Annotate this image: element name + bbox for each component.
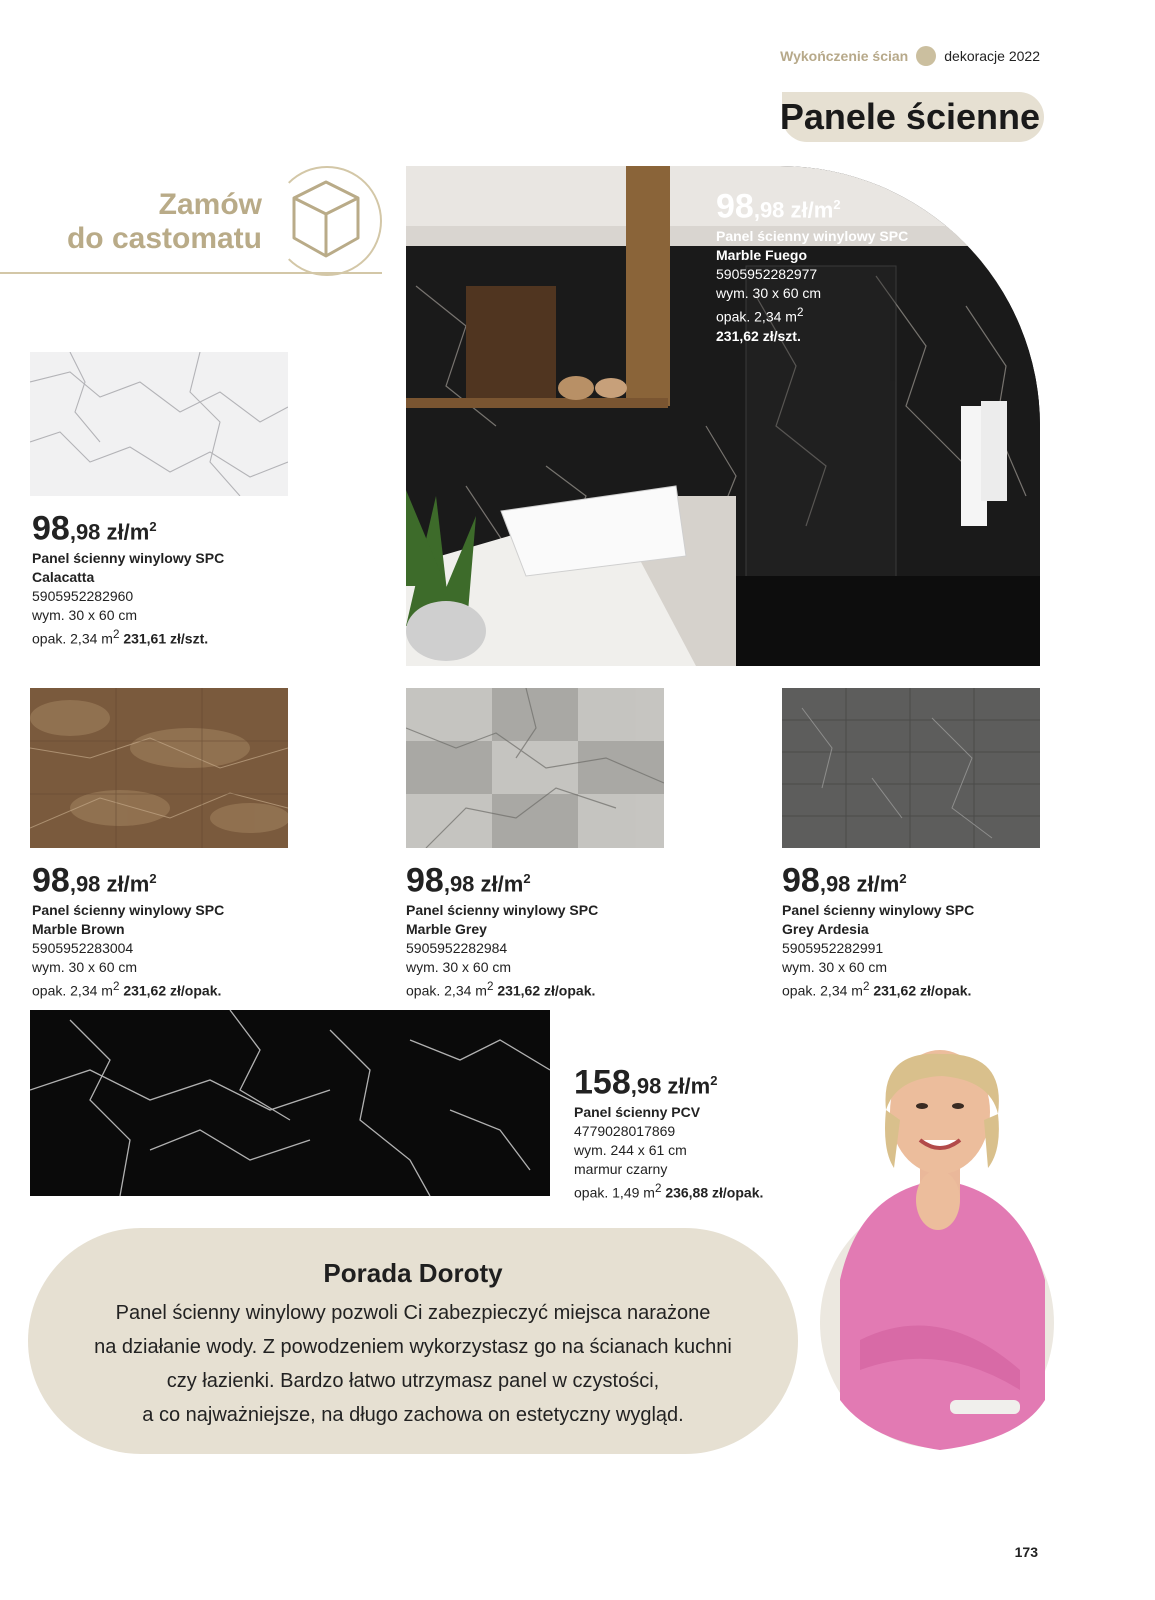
advice-line-4: a co najważniejsze, na długo zachowa on estetyczny wygląd. bbox=[142, 1404, 684, 1426]
product-name-line-1: Panel ścienny winylowy SPC bbox=[32, 902, 225, 919]
black-marble-swatch bbox=[30, 1010, 550, 1196]
castomat-label[interactable] bbox=[0, 188, 262, 256]
page-title: Panele ścienne bbox=[779, 96, 1040, 137]
price-sup: 2 bbox=[149, 519, 157, 534]
product-price bbox=[782, 861, 974, 900]
pack-price: 231,61 zł/szt. bbox=[123, 630, 209, 647]
page-number: 173 bbox=[1014, 1544, 1038, 1560]
product-size: wym. 30 x 60 cm bbox=[32, 607, 138, 624]
pack-price: 236,88 zł/opak. bbox=[665, 1184, 764, 1201]
product-code: 5905952282991 bbox=[782, 940, 884, 957]
product-marble-grey bbox=[406, 861, 599, 1001]
breadcrumb-dot-icon bbox=[916, 46, 936, 66]
product-price bbox=[574, 1063, 763, 1102]
pack-price: 231,62 zł/szt. bbox=[716, 327, 801, 344]
advice-line-3: czy łazienki. Bardzo łatwo utrzymasz panel w czystości, bbox=[166, 1370, 660, 1392]
product-name-line-1: Panel ścienny winylowy SPC bbox=[716, 228, 909, 245]
breadcrumb-section: Wykończenie ścian bbox=[780, 48, 909, 64]
pack-sup: 2 bbox=[796, 306, 804, 320]
grey-ardesia-swatch bbox=[782, 688, 1040, 848]
price-rest: ,98 zł/m bbox=[819, 871, 900, 897]
product-size: wym. 244 x 61 cm bbox=[574, 1142, 687, 1159]
price-rest: ,98 zł/m bbox=[443, 871, 524, 897]
marble-grey-swatch bbox=[406, 688, 664, 848]
product-name-line-1: Panel ścienny PCV bbox=[574, 1104, 701, 1121]
product-hero bbox=[716, 187, 909, 346]
product-name-line-2: Marble Grey bbox=[406, 921, 487, 938]
product-name-line-1: Panel ścienny winylowy SPC bbox=[782, 902, 975, 919]
advice-title: Porada Doroty bbox=[323, 1258, 503, 1288]
pack-price: 231,62 zł/opak. bbox=[497, 982, 596, 999]
calacatta-swatch bbox=[30, 352, 288, 496]
pack-area: opak. 2,34 m bbox=[406, 982, 487, 999]
product-name-line-2: Grey Ardesia bbox=[782, 921, 869, 938]
product-pack bbox=[32, 977, 224, 1001]
product-name-line-1: Panel ścienny winylowy SPC bbox=[32, 550, 225, 567]
box-icon bbox=[290, 178, 362, 260]
product-pack bbox=[32, 625, 224, 649]
pack-area: opak. 1,49 m bbox=[574, 1184, 655, 1201]
price-main: 98 bbox=[32, 861, 70, 900]
product-size: wym. 30 x 60 cm bbox=[32, 959, 138, 976]
advice-body bbox=[48, 1296, 778, 1432]
advice-line-2: na działanie wody. Z powodzeniem wykorzystasz go na ścianach kuchni bbox=[94, 1336, 732, 1358]
price-main: 98 bbox=[32, 509, 70, 548]
product-size: wym. 30 x 60 cm bbox=[782, 959, 888, 976]
pack-sup: 2 bbox=[112, 628, 120, 642]
pack-sup: 2 bbox=[654, 1182, 662, 1196]
price-sup: 2 bbox=[710, 1073, 718, 1088]
product-code: 5905952283004 bbox=[32, 940, 134, 957]
price-sup: 2 bbox=[899, 871, 907, 886]
product-price bbox=[716, 187, 908, 226]
pack-price: 231,62 zł/opak. bbox=[123, 982, 222, 999]
product-size: wym. 30 x 60 cm bbox=[406, 959, 512, 976]
pack-area: opak. 2,34 m bbox=[32, 630, 113, 647]
pack-area: opak. 2,34 m bbox=[782, 982, 863, 999]
product-pack bbox=[716, 303, 908, 327]
price-rest: ,98 zł/m bbox=[630, 1073, 711, 1099]
product-marble-brown bbox=[32, 861, 225, 1001]
price-rest: ,98 zł/m bbox=[69, 871, 150, 897]
breadcrumb-subsection: dekoracje 2022 bbox=[944, 48, 1040, 64]
product-name-line-2: Marble Brown bbox=[32, 921, 125, 938]
product-code: 5905952282960 bbox=[32, 588, 134, 605]
castomat-line-1: Zamów bbox=[158, 188, 262, 221]
advice-line-1: Panel ścienny winylowy pozwoli Ci zabezpieczyć miejsca narażone bbox=[115, 1302, 711, 1324]
price-main: 158 bbox=[574, 1063, 631, 1102]
product-pcv bbox=[574, 1063, 764, 1203]
pack-price: 231,62 zł/opak. bbox=[873, 982, 972, 999]
pack-area: opak. 2,34 m bbox=[716, 308, 797, 325]
price-main: 98 bbox=[782, 861, 820, 900]
price-sup: 2 bbox=[523, 871, 531, 886]
product-pack bbox=[574, 1179, 763, 1203]
price-sup: 2 bbox=[833, 197, 841, 212]
product-name-line-2: Marble Fuego bbox=[716, 247, 808, 264]
price-main: 98 bbox=[716, 187, 754, 226]
pack-sup: 2 bbox=[486, 980, 494, 994]
product-price bbox=[32, 861, 224, 900]
pack-sup: 2 bbox=[862, 980, 870, 994]
price-main: 98 bbox=[406, 861, 444, 900]
product-pack bbox=[782, 977, 974, 1001]
price-sup: 2 bbox=[149, 871, 157, 886]
product-name-line-1: Panel ścienny winylowy SPC bbox=[406, 902, 599, 919]
pack-sup: 2 bbox=[112, 980, 120, 994]
price-rest: ,98 zł/m bbox=[753, 197, 834, 223]
price-rest: ,98 zł/m bbox=[69, 519, 150, 545]
product-price bbox=[406, 861, 598, 900]
advisor-portrait bbox=[820, 1040, 1060, 1460]
product-grey-ardesia bbox=[782, 861, 975, 1001]
product-price bbox=[32, 509, 224, 548]
breadcrumb bbox=[780, 46, 1040, 66]
product-size: wym. 30 x 60 cm bbox=[716, 285, 822, 302]
product-calacatta bbox=[32, 509, 225, 649]
product-code: 5905952282977 bbox=[716, 266, 818, 283]
product-material: marmur czarny bbox=[574, 1161, 668, 1178]
product-pack bbox=[406, 977, 598, 1001]
product-code: 5905952282984 bbox=[406, 940, 508, 957]
product-code: 4779028017869 bbox=[574, 1123, 676, 1140]
marble-brown-swatch bbox=[30, 688, 288, 848]
pack-area: opak. 2,34 m bbox=[32, 982, 113, 999]
castomat-line-2: do castomatu bbox=[66, 222, 262, 255]
product-name-line-2: Calacatta bbox=[32, 569, 95, 586]
